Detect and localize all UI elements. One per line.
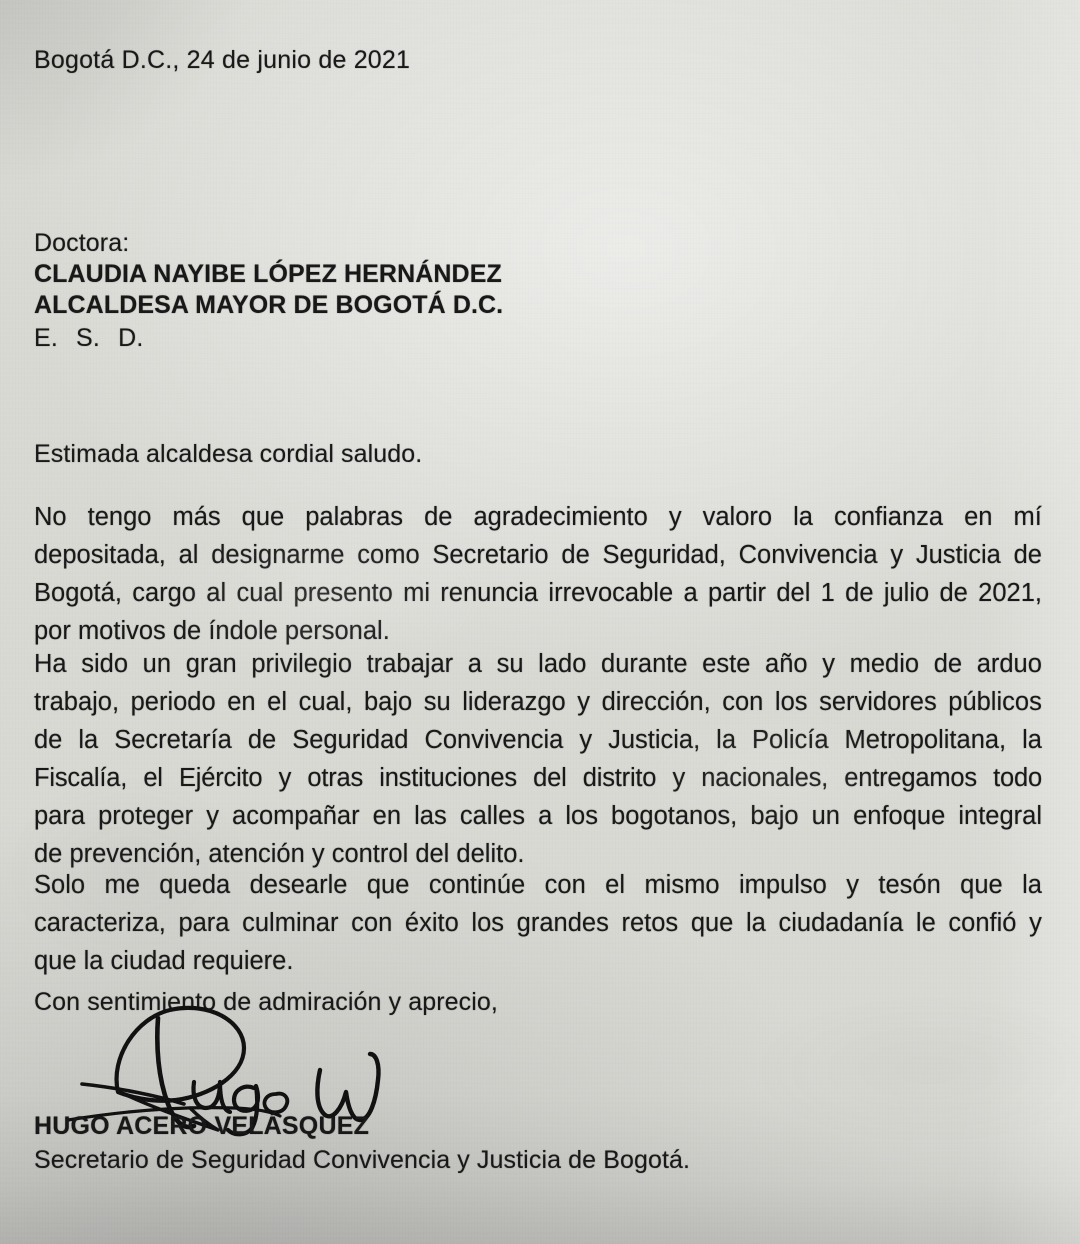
greeting-line: Estimada alcaldesa cordial saludo. xyxy=(34,440,423,468)
text-line: depositada, al designarme como Secretario de Seguridad, Convivencia y Justicia de xyxy=(34,541,1042,569)
esd-letter-e: E. xyxy=(34,324,59,352)
body-paragraph-1 xyxy=(34,498,1042,650)
text-line: de la Secretaría de Seguridad Convivencia y Justicia, la Policía Metropolitana, la xyxy=(34,726,1042,754)
text-line: Solo me queda desearle que continúe con el mismo impulso y tesón que la xyxy=(34,871,1042,899)
text-line: caracteriza, para culminar con éxito los grandes retos que la ciudadanía le confió y xyxy=(34,909,1042,937)
text-line: que la ciudad requiere. xyxy=(34,947,294,975)
closing-line: Con sentimiento de admiración y aprecio, xyxy=(34,988,498,1016)
signer-name: HUGO ACERO VELÁSQUEZ xyxy=(34,1112,370,1140)
esd-letter-d: D. xyxy=(118,324,144,352)
addressee-esd xyxy=(34,323,503,354)
signer-role: Secretario de Seguridad Convivencia y Justicia de Bogotá. xyxy=(34,1146,691,1174)
text-line: Fiscalía, el Ejército y otras instituciones del distrito y nacionales, entregamos todo xyxy=(34,764,1042,792)
esd-letter-s: S. xyxy=(76,324,101,352)
addressee-block xyxy=(34,228,503,354)
body-paragraph-2 xyxy=(34,645,1042,873)
addressee-role: ALCALDESA MAYOR DE BOGOTÁ D.C. xyxy=(34,291,504,319)
addressee-salutation: Doctora: xyxy=(34,229,130,257)
body-paragraph-3 xyxy=(34,866,1042,980)
text-line: No tengo más que palabras de agradecimiento y valoro la confianza en mí xyxy=(34,503,1042,531)
addressee-name: CLAUDIA NAYIBE LÓPEZ HERNÁNDEZ xyxy=(34,260,502,288)
date-line: Bogotá D.C., 24 de junio de 2021 xyxy=(34,46,411,74)
text-line: trabajo, periodo en el cual, bajo su liderazgo y dirección, con los servidores públicos xyxy=(34,688,1042,716)
text-line: Ha sido un gran privilegio trabajar a su lado durante este año y medio de arduo xyxy=(34,650,1042,678)
text-line: por motivos de índole personal. xyxy=(34,617,390,645)
text-line: Bogotá, cargo al cual presento mi renuncia irrevocable a partir del 1 de julio de 2021, xyxy=(34,579,1042,607)
text-line: de prevención, atención y control del delito. xyxy=(34,840,525,868)
text-line: para proteger y acompañar en las calles a los bogotanos, bajo un enfoque integral xyxy=(34,802,1042,830)
